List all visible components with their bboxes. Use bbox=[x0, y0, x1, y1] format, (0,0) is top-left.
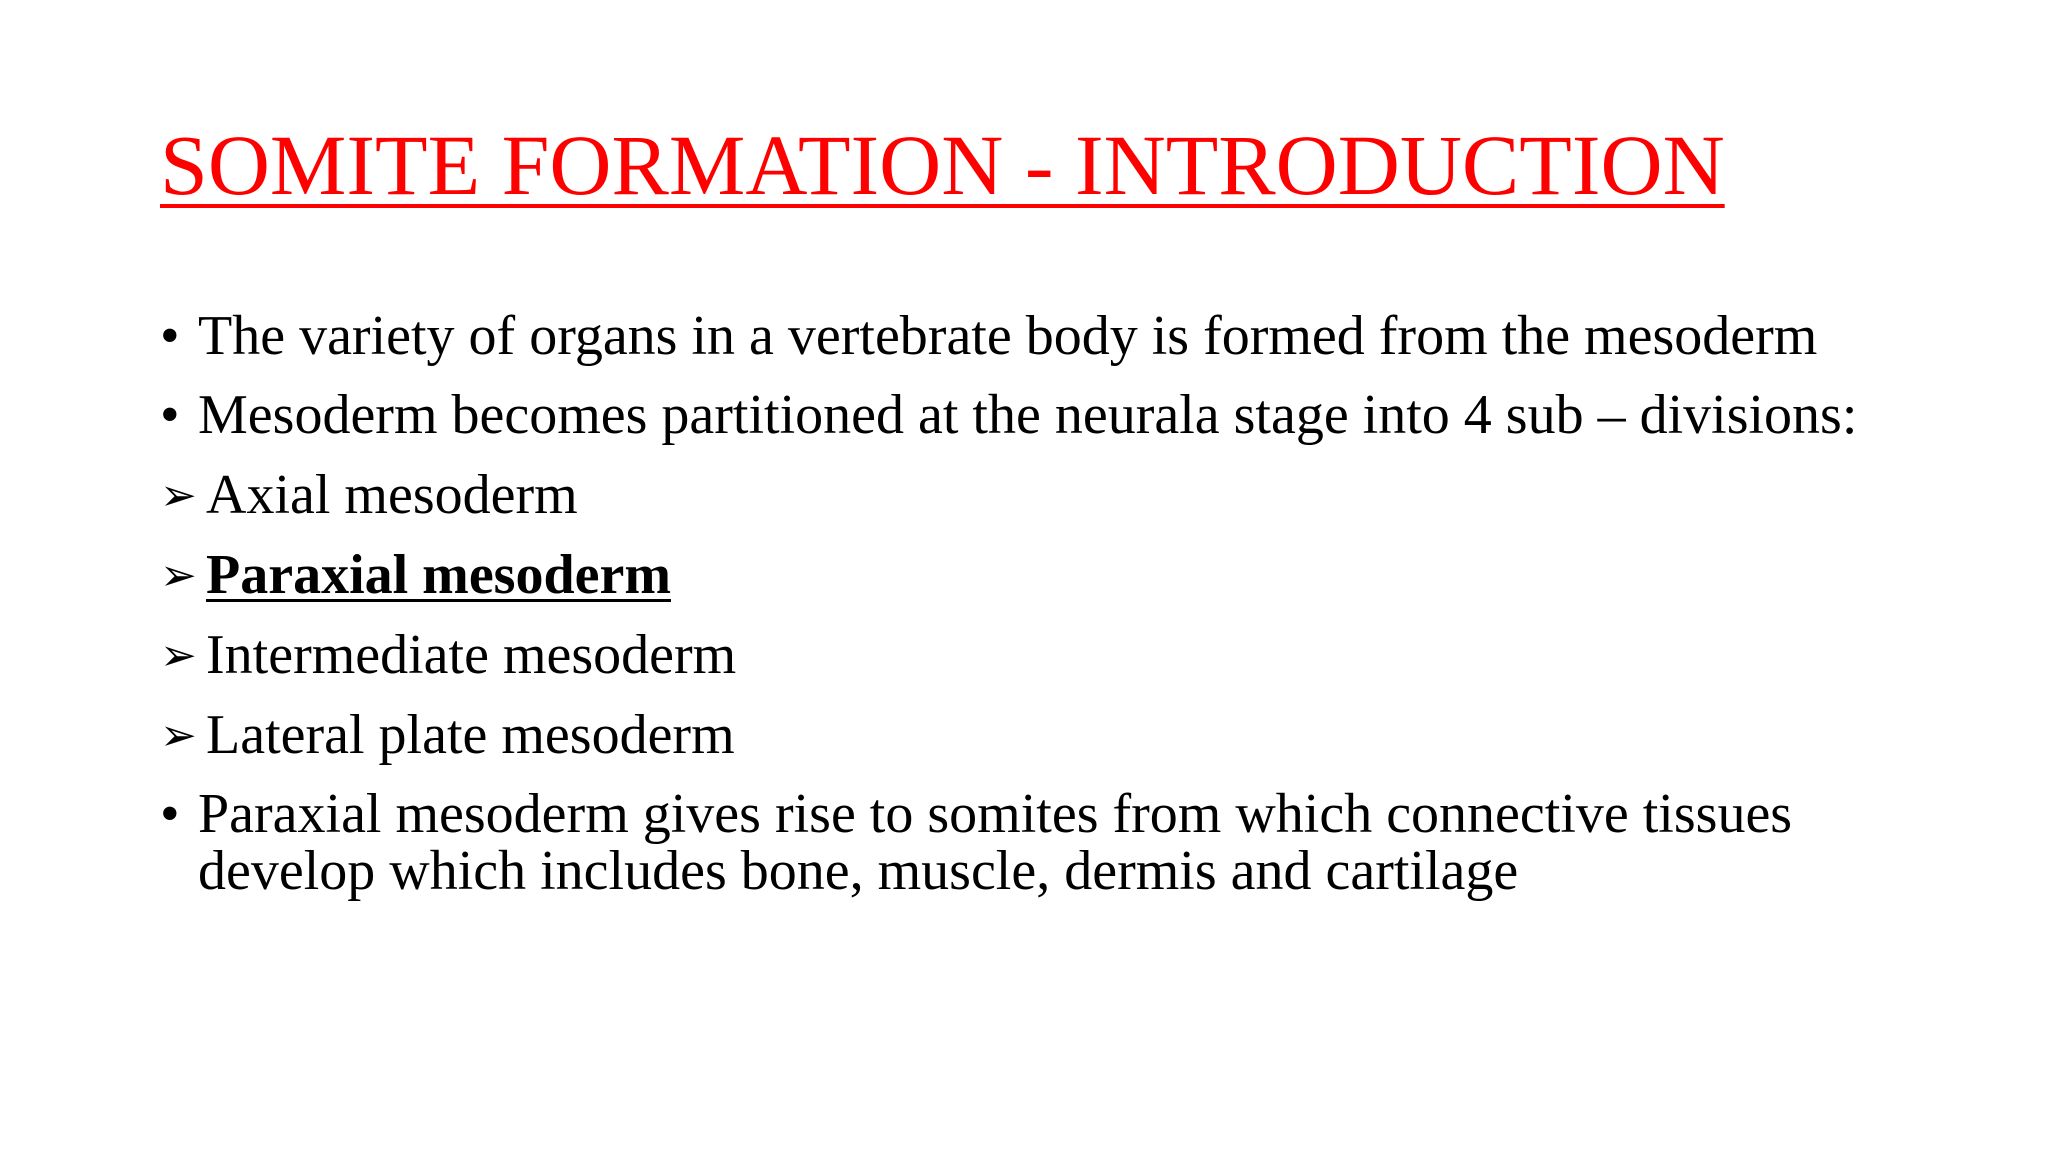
arrow-bullet-icon: ➢ bbox=[160, 630, 197, 681]
arrow-item-lateral-plate bbox=[160, 704, 2000, 766]
slide-title: SOMITE FORMATION - INTRODUCTION bbox=[160, 117, 1725, 213]
bullet-text: The variety of organs in a vertebrate body is formed from the mesoderm bbox=[198, 305, 1818, 367]
bullet-item-organs bbox=[160, 305, 2000, 367]
arrow-item-text: Intermediate mesoderm bbox=[206, 624, 737, 686]
bullet-text: Mesoderm becomes partitioned at the neurala stage into 4 sub – divisions: bbox=[198, 384, 1858, 446]
arrow-bullet-icon: ➢ bbox=[160, 470, 197, 521]
arrow-item-text-emphasized: Paraxial mesoderm bbox=[206, 544, 671, 606]
arrow-item-text: Lateral plate mesoderm bbox=[206, 704, 735, 766]
bullet-item-somites bbox=[160, 783, 2000, 902]
bullet-icon: • bbox=[160, 783, 180, 845]
arrow-bullet-icon: ➢ bbox=[160, 710, 197, 761]
arrow-item-intermediate bbox=[160, 624, 2000, 686]
bullet-icon: • bbox=[160, 305, 180, 367]
arrow-bullet-icon: ➢ bbox=[160, 550, 197, 601]
arrow-item-paraxial bbox=[160, 544, 2000, 606]
arrow-item-axial bbox=[160, 464, 2000, 526]
arrow-item-text: Axial mesoderm bbox=[206, 464, 578, 526]
bullet-text: Paraxial mesoderm gives rise to somites from which connective tissues develop which includes bone, muscle, dermis and cartilage bbox=[198, 783, 1793, 902]
bullet-icon: • bbox=[160, 384, 180, 446]
slide-content bbox=[160, 305, 2000, 902]
bullet-item-partition bbox=[160, 384, 2000, 446]
